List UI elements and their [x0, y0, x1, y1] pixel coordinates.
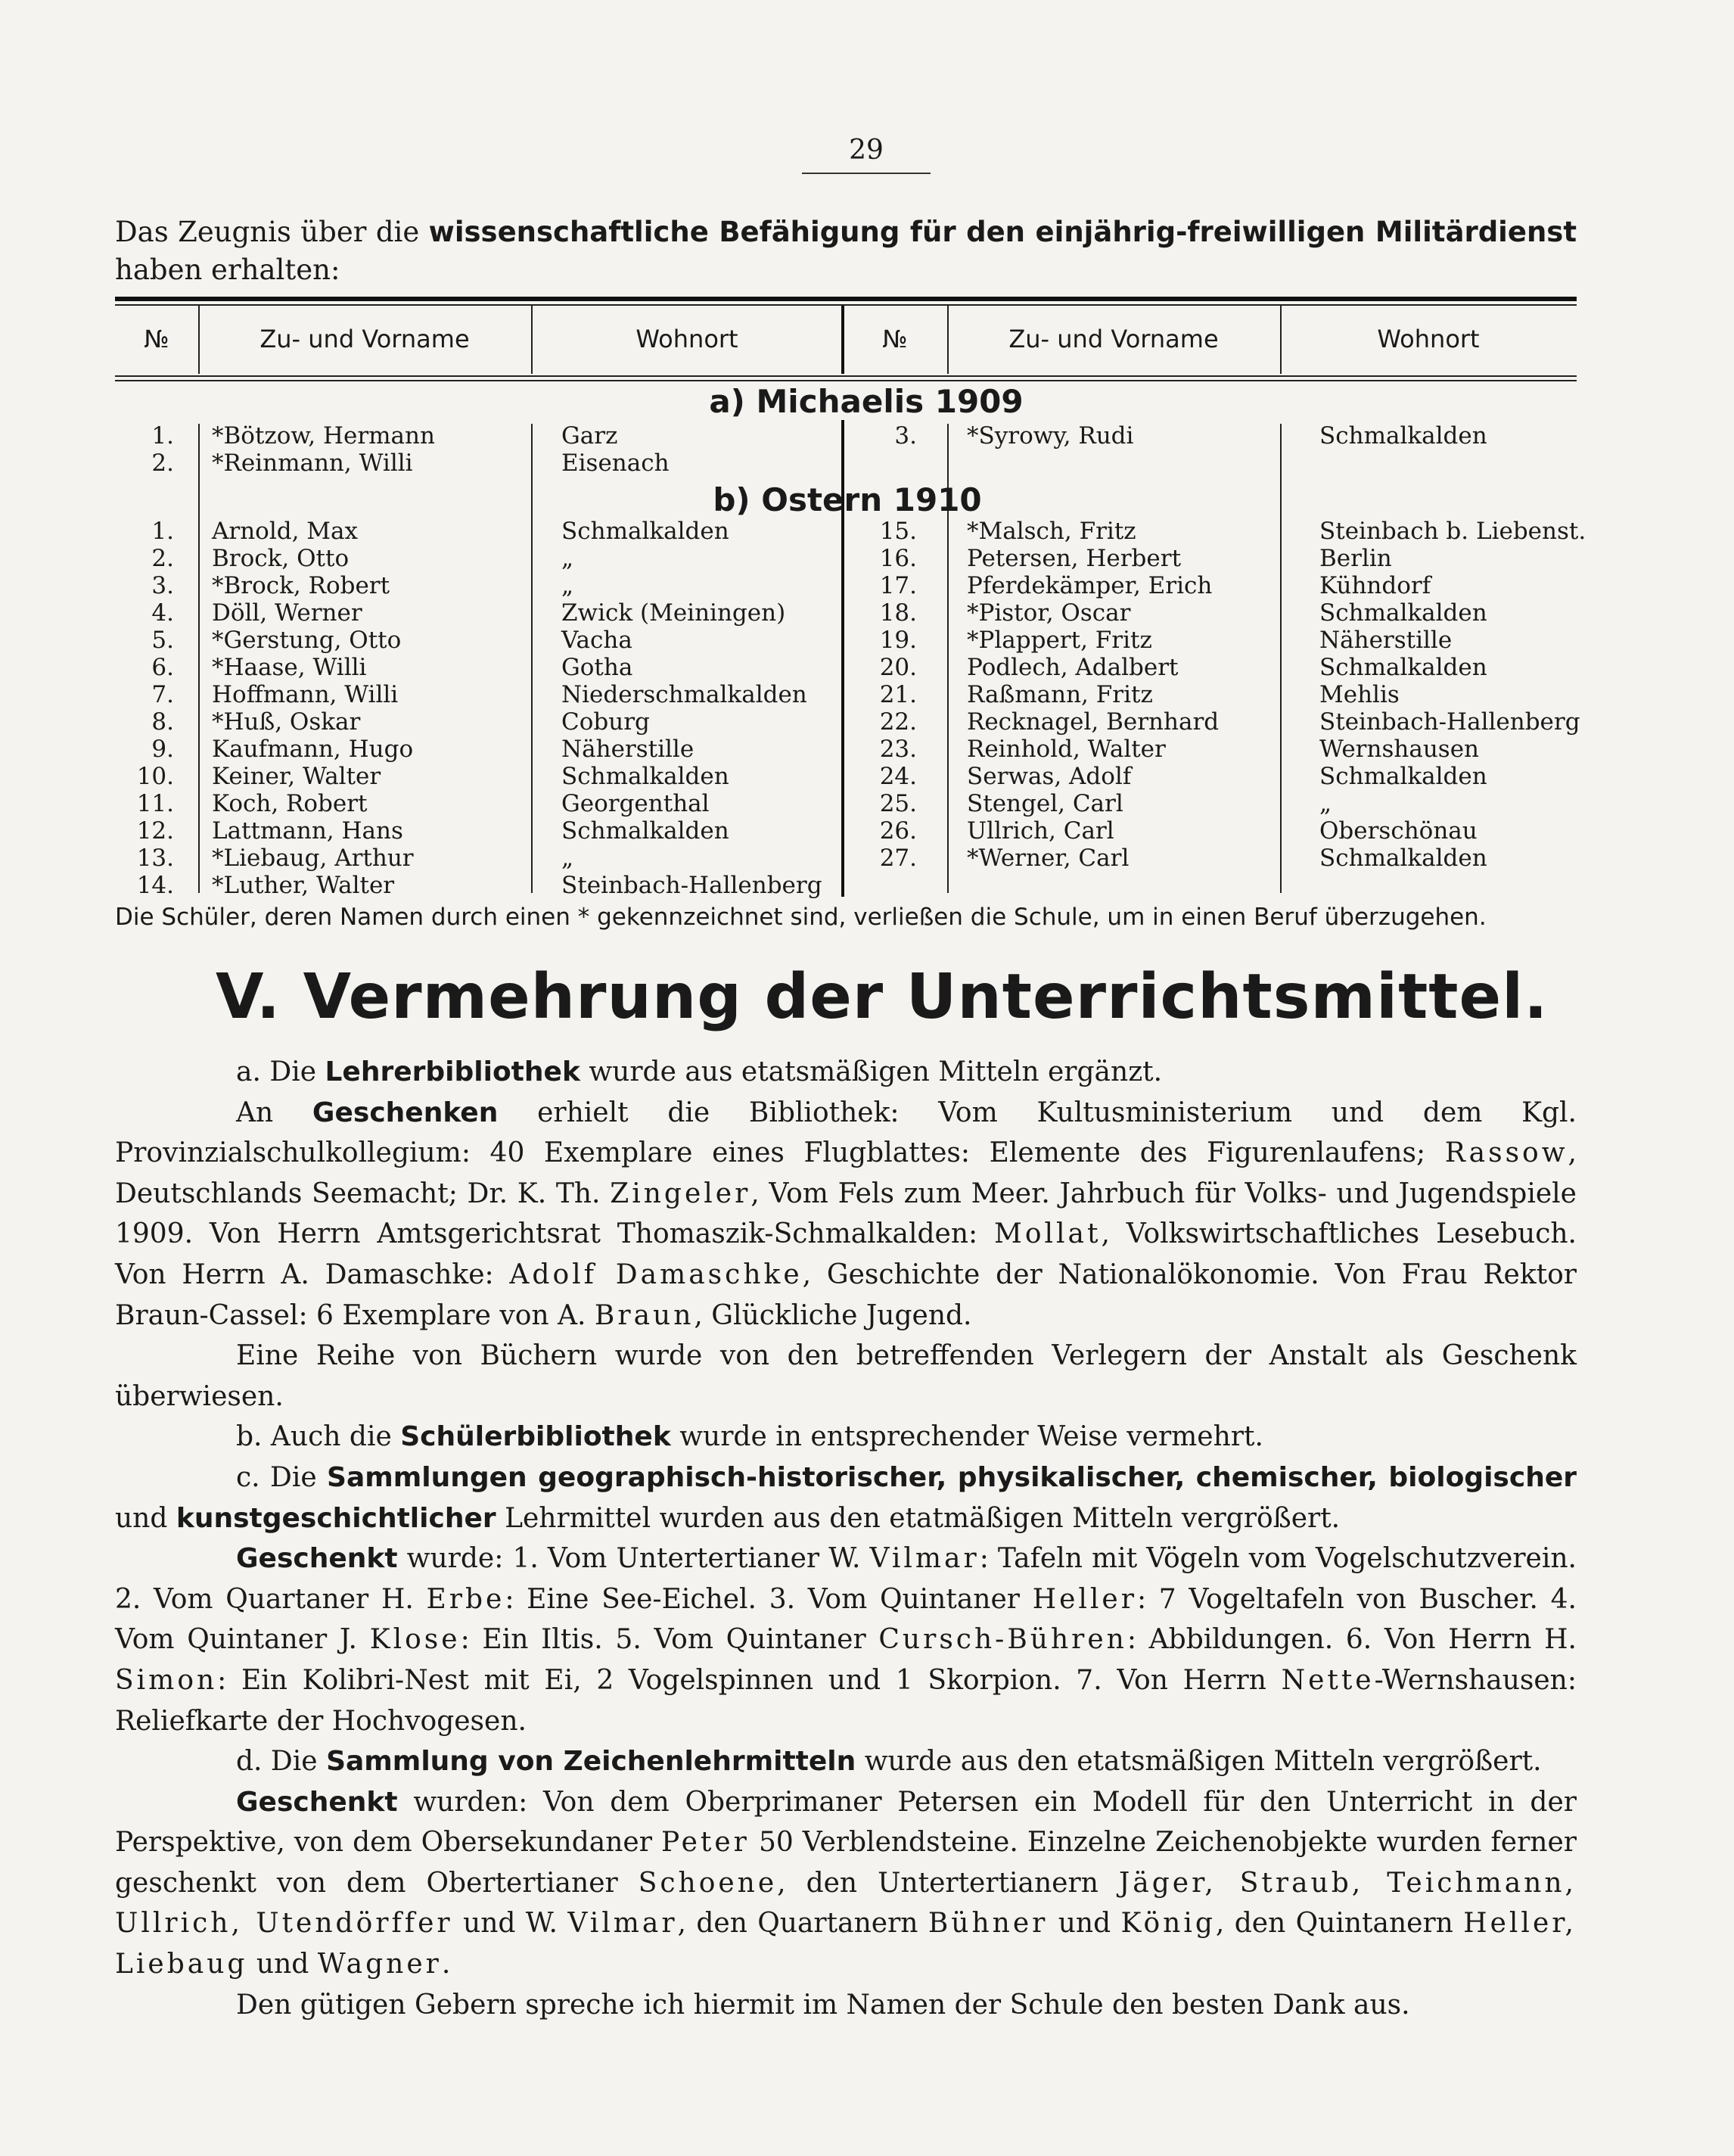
student-hometown: „: [561, 545, 574, 572]
student-hometown: Schmalkalden: [561, 817, 729, 845]
header-nr: №: [144, 325, 169, 353]
col-line: [531, 306, 533, 374]
text: .: [441, 1949, 451, 1980]
text: b. Auch die: [236, 1421, 392, 1453]
student-name: Serwas, Adolf: [967, 763, 1132, 790]
row-number: 18.: [879, 599, 917, 627]
table-row: [115, 708, 1580, 736]
group-title-michaelis: a) Michaelis 1909: [709, 383, 1024, 420]
spaced-name: Cursch-Bühren: [878, 1624, 1127, 1656]
text: a. Die: [236, 1056, 317, 1087]
spaced-name: Vilmar: [567, 1908, 678, 1940]
row-number: 9.: [151, 736, 174, 763]
text: An: [236, 1097, 274, 1128]
spaced-name: Klose: [369, 1624, 461, 1656]
text: : Ein Kolibri-Nest mit Ei, 2 Vogelspinnen und 1 Skorpion. 7. Von Herrn: [217, 1664, 1266, 1696]
table-row: [115, 627, 1577, 654]
page-number: 29: [849, 135, 884, 166]
paragraph-d: [115, 1741, 1577, 1782]
table-row: [115, 681, 1577, 708]
row-number: 14.: [136, 872, 174, 899]
student-hometown: Eisenach: [561, 450, 670, 477]
student-name: Ullrich, Carl: [967, 817, 1114, 845]
student-name: *Brock, Robert: [212, 572, 390, 599]
header-name2: Zu- und Vorname: [1008, 325, 1219, 353]
text: , Deutschlands Seemacht; Dr. K. Th.: [115, 1137, 1577, 1209]
student-hometown: Näherstille: [1319, 627, 1453, 654]
text: -Wernshausen: Reliefkarte der Hochvogesen.: [115, 1664, 1577, 1737]
row-number: 3.: [894, 422, 917, 450]
student-name: *Luther, Walter: [212, 872, 395, 899]
student-hometown: Schmalkalden: [1319, 599, 1487, 627]
text: : 7 Vogeltafeln von Buscher. 4. Vom Quintaner J.: [115, 1583, 1577, 1656]
student-hometown: Steinbach-Hallenberg: [1319, 708, 1580, 736]
row-number: 10.: [136, 763, 174, 790]
student-hometown: Schmalkalden: [1319, 763, 1487, 790]
intro-text-end: haben erhalten:: [115, 254, 340, 286]
text: wurde: 1. Vom Untertertianer W.: [406, 1543, 861, 1575]
student-hometown: Steinbach-Hallenberg: [561, 872, 822, 899]
row-number: 15.: [879, 518, 917, 545]
row-number: 21.: [879, 681, 917, 708]
student-name: Brock, Otto: [212, 545, 350, 572]
row-number: 16.: [879, 545, 917, 572]
student-hometown: Oberschönau: [1319, 817, 1478, 845]
student-name: *Werner, Carl: [967, 845, 1130, 872]
group-title-ostern: b) Ostern 1910: [713, 481, 982, 518]
student-name: Petersen, Herbert: [967, 545, 1182, 572]
bold-term: Geschenken: [312, 1097, 499, 1128]
text: erhielt die Bibliothek: Vom Kultusministerium und dem Kgl. Provinzialschulkollegium: 40 Exemplare eines Flugblattes: Elemente des Figurenlaufens;: [115, 1097, 1577, 1169]
spaced-name: Heller: [1032, 1583, 1137, 1615]
text: , Volkswirtschaftliches Lesebuch. Von Herrn A. Damaschke:: [115, 1218, 1577, 1290]
student-name: *Syrowy, Rudi: [967, 422, 1134, 450]
student-name: *Gerstung, Otto: [212, 627, 402, 654]
student-hometown: Zwick (Meiningen): [561, 599, 786, 627]
student-hometown: Berlin: [1319, 545, 1392, 572]
text: und: [256, 1949, 309, 1980]
student-name: Raßmann, Fritz: [967, 681, 1153, 708]
table-row: [115, 817, 1577, 845]
text: , Vom Fels zum Meer. Jahrbuch für Volks- und Jugendspiele 1909. Von Herrn Amtsgerichtsrat Thomaszik-Schmalkalden:: [115, 1178, 1577, 1250]
intro-text: Das Zeugnis über die: [115, 216, 420, 248]
student-name: *Haase, Willi: [212, 654, 367, 681]
header-nr2: №: [882, 325, 908, 353]
header-ort2: Wohnort: [1377, 325, 1480, 353]
student-hometown: Garz: [561, 422, 618, 450]
text: : Eine See-Eichel. 3. Vom Quintaner: [505, 1583, 1020, 1615]
row-number: 25.: [879, 790, 917, 817]
text: c. Die: [236, 1461, 317, 1493]
spaced-name: Wagner: [317, 1949, 442, 1980]
row-number: 12.: [136, 817, 174, 845]
text: : Tafeln mit Vögeln vom Vogelschutzverein. 2. Vom Quartaner H.: [115, 1543, 1577, 1615]
student-name: Hoffmann, Willi: [212, 681, 399, 708]
spaced-name: Rassow: [1444, 1137, 1568, 1169]
bold-term: Geschenkt: [236, 1786, 398, 1818]
student-name: *Reinmann, Willi: [212, 450, 413, 477]
row-number: 19.: [879, 627, 917, 654]
table-row: [115, 518, 1586, 545]
student-hometown: Näherstille: [561, 736, 695, 763]
student-hometown: Steinbach b. Liebenst.: [1319, 518, 1586, 545]
student-name: *Plappert, Fritz: [967, 627, 1152, 654]
student-hometown: „: [1319, 790, 1332, 817]
paragraph-b: [115, 1417, 1577, 1458]
text: d. Die: [236, 1746, 318, 1778]
row-number: 23.: [879, 736, 917, 763]
text: : Ein Iltis. 5. Vom Quintaner: [460, 1624, 866, 1656]
text: und: [1058, 1908, 1111, 1940]
text: wurde aus etatsmäßigen Mitteln ergänzt.: [589, 1056, 1163, 1087]
table-row: [115, 599, 1577, 627]
table-row: [115, 736, 1577, 763]
text: wurde in entsprechender Weise vermehrt.: [679, 1421, 1263, 1453]
student-hometown: Schmalkalden: [1319, 422, 1487, 450]
spaced-name: Vilmar: [869, 1543, 980, 1575]
row-number: 6.: [151, 654, 174, 681]
bold-term: Lehrerbibliothek: [325, 1056, 580, 1087]
row-number: 11.: [136, 790, 174, 817]
text: und: [115, 1502, 168, 1534]
col-line-center: [841, 306, 844, 374]
student-hometown: Kühndorf: [1319, 572, 1431, 599]
student-name: Podlech, Adalbert: [967, 654, 1179, 681]
student-hometown: „: [561, 845, 574, 872]
student-hometown: Mehlis: [1319, 681, 1400, 708]
student-name: *Malsch, Fritz: [967, 518, 1136, 545]
spaced-name: Zingeler: [610, 1178, 751, 1209]
student-hometown: Georgenthal: [561, 790, 710, 817]
row-number: 26.: [879, 817, 917, 845]
row-number: 2.: [151, 545, 174, 572]
bold-term: Sammlungen geographisch-historischer, physikalischer, chemischer, biologischer: [327, 1461, 1577, 1493]
student-name: Kaufmann, Hugo: [212, 736, 414, 763]
table-row: [115, 572, 1577, 599]
table-footnote: Die Schüler, deren Namen durch einen * gekennzeichnet sind, verließen die Schule, um in einen Beruf überzugehen.: [115, 904, 1487, 931]
spaced-name: König: [1120, 1908, 1216, 1940]
table-top-rule: [115, 297, 1577, 301]
student-hometown: Vacha: [561, 627, 632, 654]
paragraph-thanks: Den gütigen Gebern spreche ich hiermit im Namen der Schule den besten Dank aus.: [236, 1989, 1410, 2021]
row-number: 27.: [879, 845, 917, 872]
paragraph-gifts: [115, 1093, 1577, 1336]
paragraph-donations: Eine Reihe von Büchern wurde von den betreffenden Verlegern der Anstalt als Geschenk überwiesen.: [115, 1340, 1577, 1412]
student-name: Stengel, Carl: [967, 790, 1123, 817]
text: , den Quintanern: [1215, 1908, 1453, 1940]
text: wurden: Von dem Oberprimaner Petersen ein Modell für den Unterricht in der Perspektive, von dem Obersekundaner: [115, 1786, 1577, 1859]
text: , den Quartanern: [677, 1908, 918, 1940]
spaced-name: Mollat: [993, 1218, 1102, 1250]
paragraph-a: [115, 1052, 1577, 1093]
student-name: Döll, Werner: [212, 599, 362, 627]
row-number: 5.: [151, 627, 174, 654]
row-number: 13.: [136, 845, 174, 872]
header-name: Zu- und Vorname: [259, 325, 470, 353]
table-header: [115, 304, 1577, 374]
table-row: [115, 450, 1577, 477]
spaced-name: Braun: [594, 1299, 695, 1331]
spaced-name: Schoene: [638, 1867, 778, 1899]
text: , den Untertertianern: [777, 1867, 1099, 1899]
table-header-rule: [115, 375, 1577, 377]
bold-term: Schülerbibliothek: [400, 1421, 671, 1453]
table-row: [115, 545, 1577, 572]
student-hometown: Coburg: [561, 708, 650, 736]
student-hometown: „: [561, 572, 574, 599]
text: wurde aus den etatsmäßigen Mitteln vergrößert.: [864, 1746, 1542, 1778]
student-hometown: Wernshausen: [1319, 736, 1480, 763]
text: : Abbildungen. 6. Von Herrn H.: [1126, 1624, 1577, 1656]
table-row: [115, 872, 1577, 899]
intro-paragraph: [115, 213, 1577, 289]
text: 50 Verblendsteine. Einzelne Zeichenobjekte wurden ferner geschenkt von dem Obertertianer: [115, 1827, 1577, 1899]
student-name: Keiner, Walter: [212, 763, 381, 790]
table-row: [115, 654, 1577, 681]
row-number: 1.: [151, 518, 174, 545]
text: , Glückliche Jugend.: [694, 1299, 972, 1331]
table-row: [115, 845, 1577, 872]
header-ort: Wohnort: [635, 325, 738, 353]
student-hometown: Schmalkalden: [561, 518, 729, 545]
row-number: 8.: [151, 708, 174, 736]
text: , Geschichte der Nationalökonomie. Von Frau Rektor Braun-Cassel: 6 Exemplare von A.: [115, 1258, 1577, 1331]
student-name: Arnold, Max: [212, 518, 359, 545]
paragraph-d-gifts: [115, 1782, 1577, 1985]
section-heading: V. Vermehrung der Unterrichtsmittel.: [216, 961, 1549, 1033]
row-number: 20.: [879, 654, 917, 681]
paragraph-c-gifts: [115, 1538, 1577, 1741]
student-name: Pferdekämper, Erich: [967, 572, 1213, 599]
page-number-rule: [802, 173, 931, 174]
bold-term: Geschenkt: [236, 1543, 398, 1575]
bold-term: kunstgeschichtlicher: [176, 1502, 496, 1534]
student-name: Recknagel, Bernhard: [967, 708, 1220, 736]
student-hometown: Gotha: [561, 654, 633, 681]
student-name: *Bötzow, Hermann: [212, 422, 435, 450]
student-name: Reinhold, Walter: [967, 736, 1166, 763]
table-header-rule-2: [115, 380, 1577, 381]
row-number: 3.: [151, 572, 174, 599]
bold-term: Sammlung von Zeichenlehrmitteln: [326, 1746, 856, 1778]
row-number: 2.: [151, 450, 174, 477]
row-number: 7.: [151, 681, 174, 708]
student-hometown: Schmalkalden: [1319, 845, 1487, 872]
student-name: *Huß, Oskar: [212, 708, 361, 736]
col-line: [1280, 306, 1282, 374]
student-hometown: Schmalkalden: [1319, 654, 1487, 681]
text: und W.: [463, 1908, 558, 1940]
spaced-name: Simon: [115, 1664, 218, 1696]
row-number: 1.: [151, 422, 174, 450]
student-hometown: Schmalkalden: [561, 763, 729, 790]
col-line: [198, 306, 200, 374]
student-name: Lattmann, Hans: [212, 817, 403, 845]
row-number: 17.: [879, 572, 917, 599]
student-name: Koch, Robert: [212, 790, 368, 817]
spaced-name: Erbe: [426, 1583, 505, 1615]
row-number: 24.: [879, 763, 917, 790]
spaced-name: Jäger, Straub, Teichmann, Ullrich, Utendörffer: [115, 1867, 1577, 1940]
section-body: [115, 1052, 1577, 2025]
spaced-name: Bühner: [928, 1908, 1049, 1940]
table-row: [115, 422, 1577, 450]
text: Lehrmittel wurden aus den etatmäßigen Mitteln vergrößert.: [505, 1502, 1341, 1534]
spaced-name: Adolf Damaschke: [509, 1258, 803, 1290]
spaced-name: Heller, Liebaug: [115, 1908, 1577, 1980]
row-number: 4.: [151, 599, 174, 627]
intro-bold: wissenschaftliche Befähigung für den einjährig-freiwilligen Militärdienst: [428, 216, 1577, 248]
student-name: *Liebaug, Arthur: [212, 845, 414, 872]
spaced-name: Peter: [660, 1827, 750, 1859]
table-row: [115, 763, 1577, 790]
row-number: 22.: [879, 708, 917, 736]
table-row: [115, 790, 1577, 817]
col-line: [947, 306, 949, 374]
student-hometown: Niederschmalkalden: [561, 681, 807, 708]
spaced-name: Nette: [1281, 1664, 1375, 1696]
paragraph-c: [115, 1458, 1577, 1538]
student-name: *Pistor, Oscar: [967, 599, 1131, 627]
